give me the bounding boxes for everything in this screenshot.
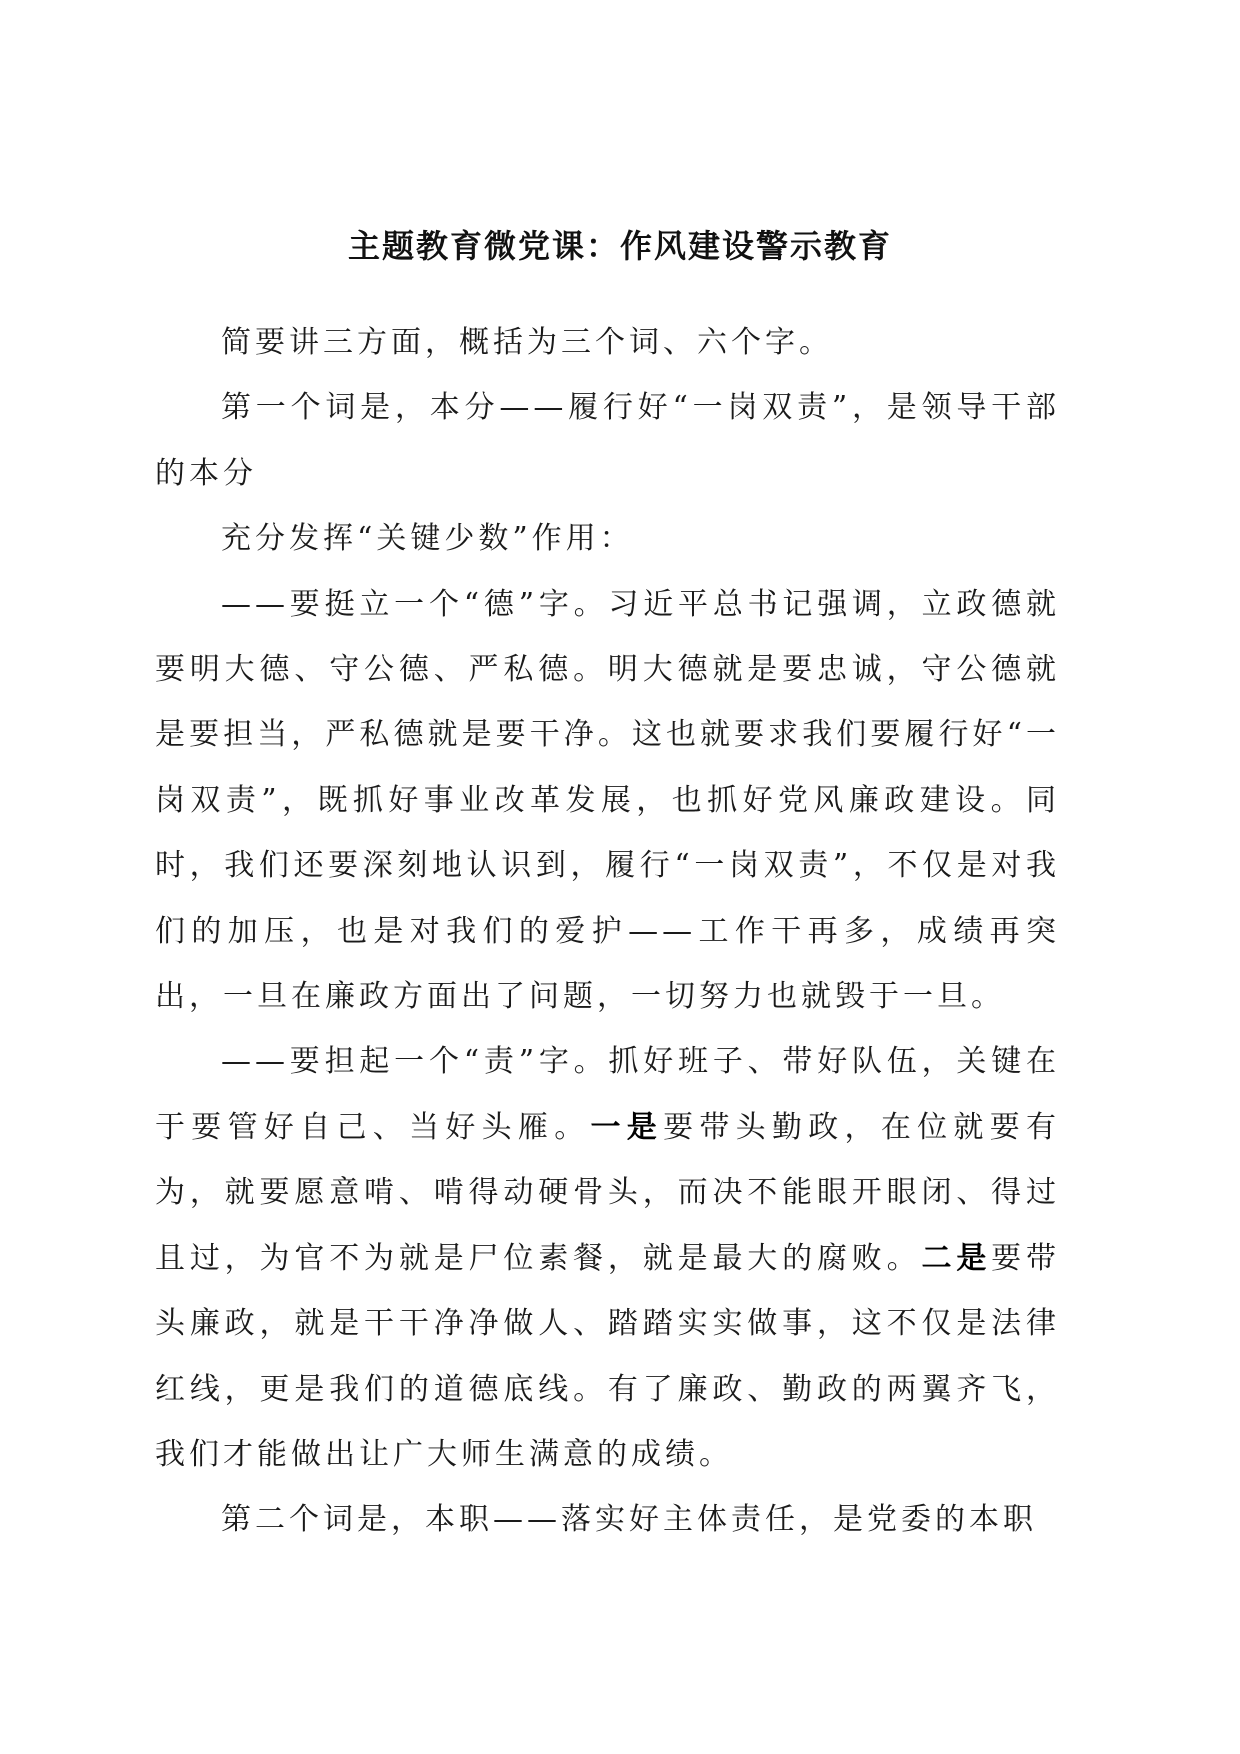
paragraph-responsibility (155, 1029, 1060, 1487)
responsibility-text-3: 要带头廉政，就是干干净净做人、踏踏实实做事，这不仅是法律红线，更是我们的道德底线。有了廉政、勤政的两翼齐飞，我们才能做出让广大师生满意的成绩。 (155, 1240, 1061, 1472)
responsibility-text-1: ——要担起一个“责”字。抓好班子、带好队伍，关键在于要管好自己、当好头雁。 (155, 1044, 1060, 1145)
paragraph-first-word: 第一个词是，本分——履行好“一岗双责”，是领导干部的本分 (155, 390, 1060, 491)
paragraph-second-word: 第二个词是，本职——落实好主体责任，是党委的本职 (221, 1502, 1037, 1538)
paragraph-key-minority: 充分发挥“关键少数”作用： (221, 521, 634, 557)
point-two-label: 二是 (921, 1240, 992, 1276)
responsibility-text-2: 要带头勤政，在位就要有为，就要愿意啃、啃得动硬骨头，而决不能眼开眼闭、得过且过，为官不为就是尸位素餐，就是最大的腐败。 (155, 1109, 1061, 1276)
document-title: 主题教育微党课：作风建设警示教育 (347, 227, 892, 265)
paragraph-virtue: ——要挺立一个“德”字。习近平总书记强调，立政德就要明大德、守公德、严私德。明大德就是要忠诚，守公德就是要担当，严私德就是要干净。这也就要求我们要履行好“一岗双责”，既抓好事业改革发展，也抓好党风廉政建设。同时，我们还要深刻地认识到，履行“一岗双责”，不仅是对我们的加压，也是对我们的爱护——工作干再多，成绩再突出，一旦在廉政方面出了问题，一切努力也就毁于一旦。 (155, 586, 1060, 1015)
document-body (155, 310, 1060, 1553)
paragraph-intro: 简要讲三方面，概括为三个词、六个字。 (221, 325, 833, 360)
point-one-label: 一是 (590, 1109, 664, 1145)
